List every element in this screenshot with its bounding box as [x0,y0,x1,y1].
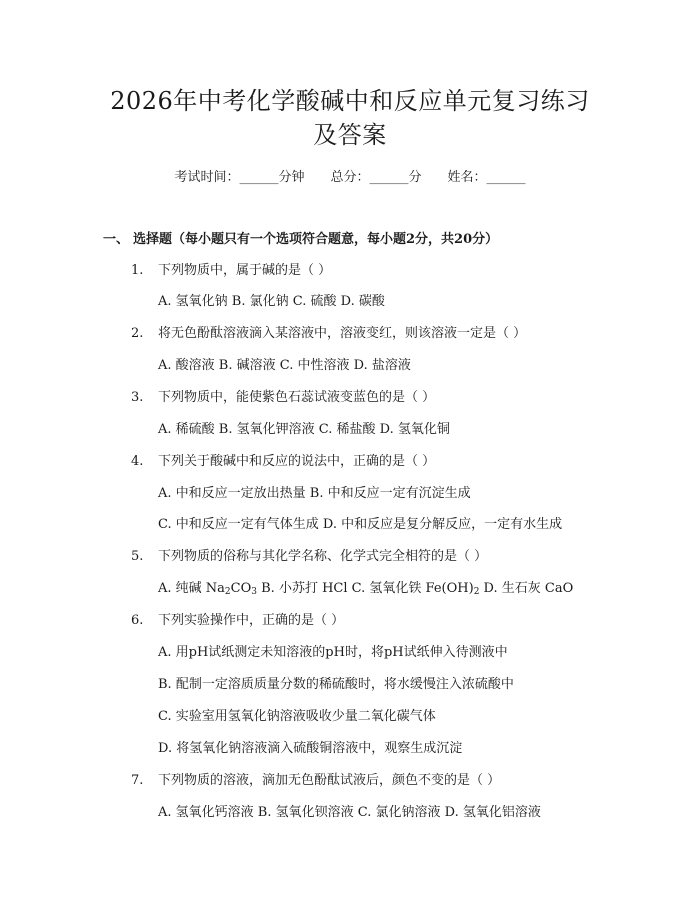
section-number: 一、 [103,232,130,247]
question-number: 7. [131,773,144,788]
exam-name-field: 姓名：______ [447,170,526,185]
question-2 [131,325,526,343]
question-text: 下列物质的俗称与其化学名称、化学式完全相符的是（ ） [158,549,488,564]
exam-score-field: 总分：______分 [330,170,422,185]
question-6-option-c: C. 实验室用氢氧化钠溶液吸收少量二氧化碳气体 [158,709,436,724]
question-number: 1. [131,263,144,278]
question-7 [131,772,500,790]
option-a-text: A. 纯碱 Na [158,581,225,596]
question-6-option-d: D. 将氢氧化钠溶液滴入硫酸铜溶液中，观察生成沉淀 [158,741,463,756]
question-6-option-a: A. 用pH试纸测定未知溶液的pH时，将pH试纸伸入待测液中 [158,645,508,660]
question-text: 下列物质中，能使紫色石蕊试液变蓝色的是（ ） [158,390,436,405]
question-text: 下列物质的溶液，滴加无色酚酞试液后，颜色不变的是（ ） [158,773,501,788]
question-6-option-b: B. 配制一定溶质质量分数的稀硫酸时，将水缓慢注入浓硫酸中 [158,677,514,692]
question-number: 2. [131,326,144,341]
question-3 [131,389,435,407]
question-4-options-ab: A. 中和反应一定放出热量 B. 中和反应一定有沉淀生成 [158,486,471,501]
subscript: 2 [473,587,480,597]
option-a-formula: CO [230,581,252,596]
question-text: 下列物质中，属于碱的是（ ） [158,263,332,278]
exam-time-field: 考试时间：______分钟 [174,170,305,185]
question-7-options: A. 氢氧化钙溶液 B. 氢氧化钡溶液 C. 氯化钠溶液 D. 氢氧化铝溶液 [158,805,541,820]
question-1 [131,262,331,280]
page-title-line2: 及答案 [313,121,387,149]
question-1-options: A. 氢氧化钠 B. 氯化钠 C. 硫酸 D. 碳酸 [158,294,385,309]
question-4-options-cd: C. 中和反应一定有气体生成 D. 中和反应是复分解反应，一定有水生成 [158,517,563,532]
question-3-options: A. 稀硫酸 B. 氢氧化钾溶液 C. 稀盐酸 D. 氢氧化铜 [158,422,450,437]
section-title: 选择题（每小题只有一个选项符合题意，每小题2分，共20分） [133,232,499,247]
question-text: 下列实验操作中，正确的是（ ） [158,613,345,628]
question-2-options: A. 酸溶液 B. 碱溶液 C. 中性溶液 D. 盐溶液 [158,358,411,373]
page-title: 2026年中考化学酸碱中和反应单元复习练习 [110,87,590,115]
question-text: 下列关于酸碱中和反应的说法中，正确的是（ ） [158,454,436,469]
question-4 [131,453,435,471]
question-5-options [158,580,573,598]
subscript: 3 [251,587,257,597]
question-number: 5. [131,549,144,564]
question-number: 4. [131,454,144,469]
question-5 [131,548,487,566]
question-number: 3. [131,390,144,405]
question-number: 6. [131,613,144,628]
question-text: 将无色酚酞溶液滴入某溶液中，溶液变红，则该溶液一定是（ ） [158,326,527,341]
section-heading [103,231,498,249]
subscript: 2 [224,587,231,597]
option-d-text: D. 生石灰 CaO [479,581,574,596]
option-bc-text: B. 小苏打 HCl C. 氢氧化铁 Fe(OH) [257,581,474,596]
question-6 [131,612,344,630]
exam-info [0,169,700,187]
